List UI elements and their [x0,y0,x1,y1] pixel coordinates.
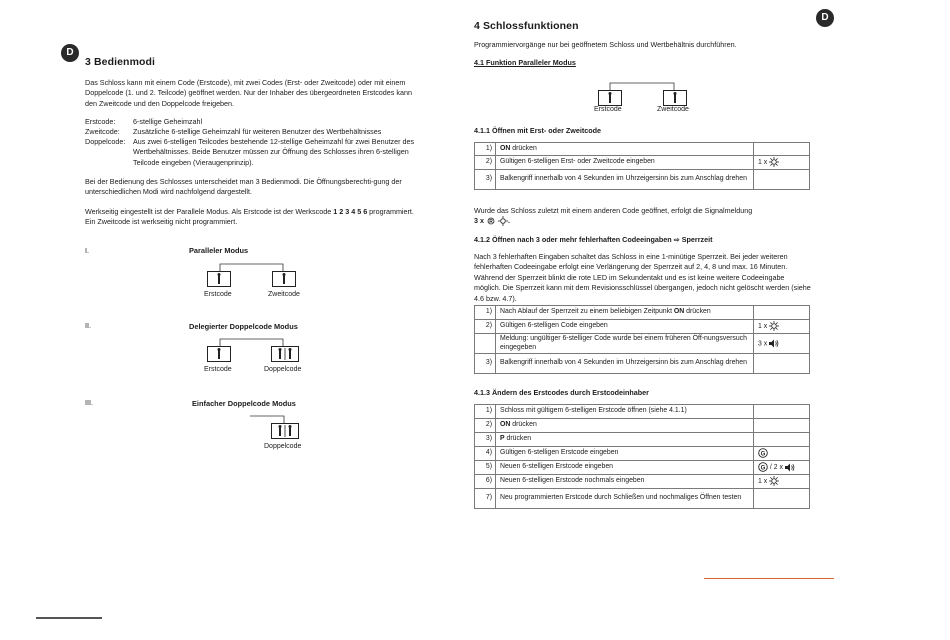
mode-number: II. [85,321,91,330]
table-row: 5) Neuen 6-stelligen Erstcode eingeben G / 2 x [475,461,810,475]
table-row: 3) P drücken [475,433,810,447]
language-badge-left: D [61,44,79,62]
page-edge-mark [36,617,102,619]
definition-term: Doppelcode: [85,137,126,146]
section-title-schlossfunktionen: 4 Schlossfunktionen [474,20,579,32]
subsection-4-1: 4.1 Funktion Paralleler Modus [474,58,576,67]
definition-text: 6-stellige Geheimzahl [133,117,203,126]
steps-table-4-1-1 [474,142,810,190]
table-row: 1) Nach Ablauf der Sperrzeit zu einem beliebigen Zeitpunkt ON drücken [475,306,810,320]
accent-line [704,578,834,579]
programming-note: Programmiervorgänge nur bei geöffnetem Schloss und Wertbehältnis durchführen. [474,40,737,49]
table-row: 2) ON drücken [475,419,810,433]
lockout-paragraph: Nach 3 fehlerhaften Eingaben schaltet das Schloss in eine 1-minütige Sperrzeit. Bei jeder weiteren fehlerhaften Codeeingabe erfolgt eine Verlängerung der Sperrzeit auf 2, 4, 8 und max. 16 Minuten. Während der Sperrzeit blinkt die rote LED im Sekundentakt und es ist keine weitere Codeeingabe möglich. Die Sperrzeit kann mit dem Revisionsschlüssel übergangen, jedoch nicht gelöscht werden (siehe 4.6 bzw. 4.7). [474,252,811,303]
user-icon [207,346,231,362]
speaker-icon [785,463,795,472]
mode-title-simple-double: Einfacher Doppelcode Modus [192,399,296,408]
signal-note: Wurde das Schloss zuletzt mit einem anderen Code geöffnet, erfolgt die Signalmeldung [474,206,753,215]
table-row: Meldung: ungültiger 6-stelliger Code wurde bei einem früheren Öff-nungsversuch eingegeben 3 x [475,334,810,354]
table-row: 4) Gültigen 6-stelligen Erstcode eingeben G [475,447,810,461]
table-row: 6) Neuen 6-stelligen Erstcode nochmals eingeben 1 x [475,475,810,489]
signal-beep-led-icon [769,157,779,167]
green-led-icon [758,448,768,458]
double-user-icon [271,423,299,439]
svg-text:G: G [760,465,766,472]
mode-title-delegated: Delegierter Doppelcode Modus [189,322,298,331]
steps-table-4-1-2 [474,305,810,374]
user-icon [272,271,296,287]
signal-beep-led-icon [769,476,779,486]
green-led-icon [758,462,768,472]
signal-beep-led-icon [769,321,779,331]
subsection-4-1-2: 4.1.2 Öffnen nach 3 oder mehr fehlerhaften Codeeingaben ⇨ Sperrzeit [474,235,713,244]
modes-paragraph: Bei der Bedienung des Schlosses unterscheidet man 3 Bedienmodi. Die Öffnungsberechti-gung der unterschiedlichen Modi wird nachfolgend dargestellt. [85,177,402,197]
speaker-icon [769,339,779,348]
label-doppelcode: Doppelcode [264,366,302,373]
table-row: 1) ON drücken [475,143,810,156]
double-user-icon [271,346,299,362]
signal-count: 3 x R . [474,216,510,226]
definition-term: Erstcode: [85,117,116,126]
user-icon [207,271,231,287]
mode-number: I. [85,246,89,255]
table-row: 2) Gültigen 6-stelligen Erst- oder Zweitcode eingeben 1 x [475,156,810,170]
definition-term: Zweitcode: [85,127,120,136]
table-row: 3) Balkengriff innerhalb von 4 Sekunden im Uhrzeigersinn bis zum Anschlag drehen [475,354,810,374]
user-icon [663,90,687,106]
label-erstcode: Erstcode [204,291,232,298]
definition-doppelcode [85,137,430,169]
mode-title-parallel: Paralleler Modus [189,246,249,255]
subsection-4-1-1: 4.1.1 Öffnen mit Erst- oder Zweitcode [474,126,602,135]
signal-beep-red-led-icon [486,216,496,226]
user-icon [598,90,622,106]
label-erstcode: Erstcode [204,366,232,373]
label-erstcode: Erstcode [594,106,622,113]
table-row: 7) Neu programmierten Erstcode durch Schließen und nochmaliges Öffnen testen [475,489,810,509]
table-row: 2) Gültigen 6-stelligen Code eingeben 1 x [475,320,810,334]
steps-table-4-1-3 [474,404,810,509]
label-doppelcode: Doppelcode [264,443,302,450]
label-zweitcode: Zweitcode [657,106,689,113]
section-title-bedienmodi: 3 Bedienmodi [85,56,156,68]
table-row: 3) Balkengriff innerhalb von 4 Sekunden im Uhrzeigersinn bis zum Anschlag drehen [475,170,810,190]
mode-number: III. [85,398,93,407]
factory-paragraph: Werkseitig eingestellt ist der Parallele Modus. Als Erstcode ist der Werkscode 1 2 3 4 5 6 programmiert. Ein Zweitcode ist werkseitig nicht programmiert. [85,207,414,227]
signal-beep-led-icon [498,216,508,226]
definition-text: Zusätzliche 6-stellige Geheimzahl für weiteren Benutzer des Wertbehältnisses [133,127,382,136]
label-zweitcode: Zweitcode [268,291,300,298]
svg-text:R: R [489,219,493,226]
definition-text: Aus zwei 6-stelligen Teilcodes bestehende 12-stellige Geheimzahl für zwei Benutzer des Wertbehältnisses. Beide Benutzer müssen zur Öffnung des Schlosses ihren 6-stelligen Teilcode eingeben (Vieraugenprinzip). [133,137,415,167]
intro-paragraph: Das Schloss kann mit einem Code (Erstcode), mit zwei Codes (Erst- oder Zweitcode) oder mit einem Doppelcode (1. und 2. Teilcode) geöffnet werden. Nur der Inhaber des übergeordneten Erstcodes kann den Zweitcode und den Doppelcode freigeben. [85,78,412,108]
subsection-4-1-3: 4.1.3 Ändern des Erstcodes durch Erstcodeinhaber [474,388,649,397]
language-badge-right: D [816,9,834,27]
table-row: 1) Schloss mit gültigem 6-stelligen Erstcode öffnen (siehe 4.1.1) [475,405,810,419]
svg-text:G: G [760,451,766,458]
